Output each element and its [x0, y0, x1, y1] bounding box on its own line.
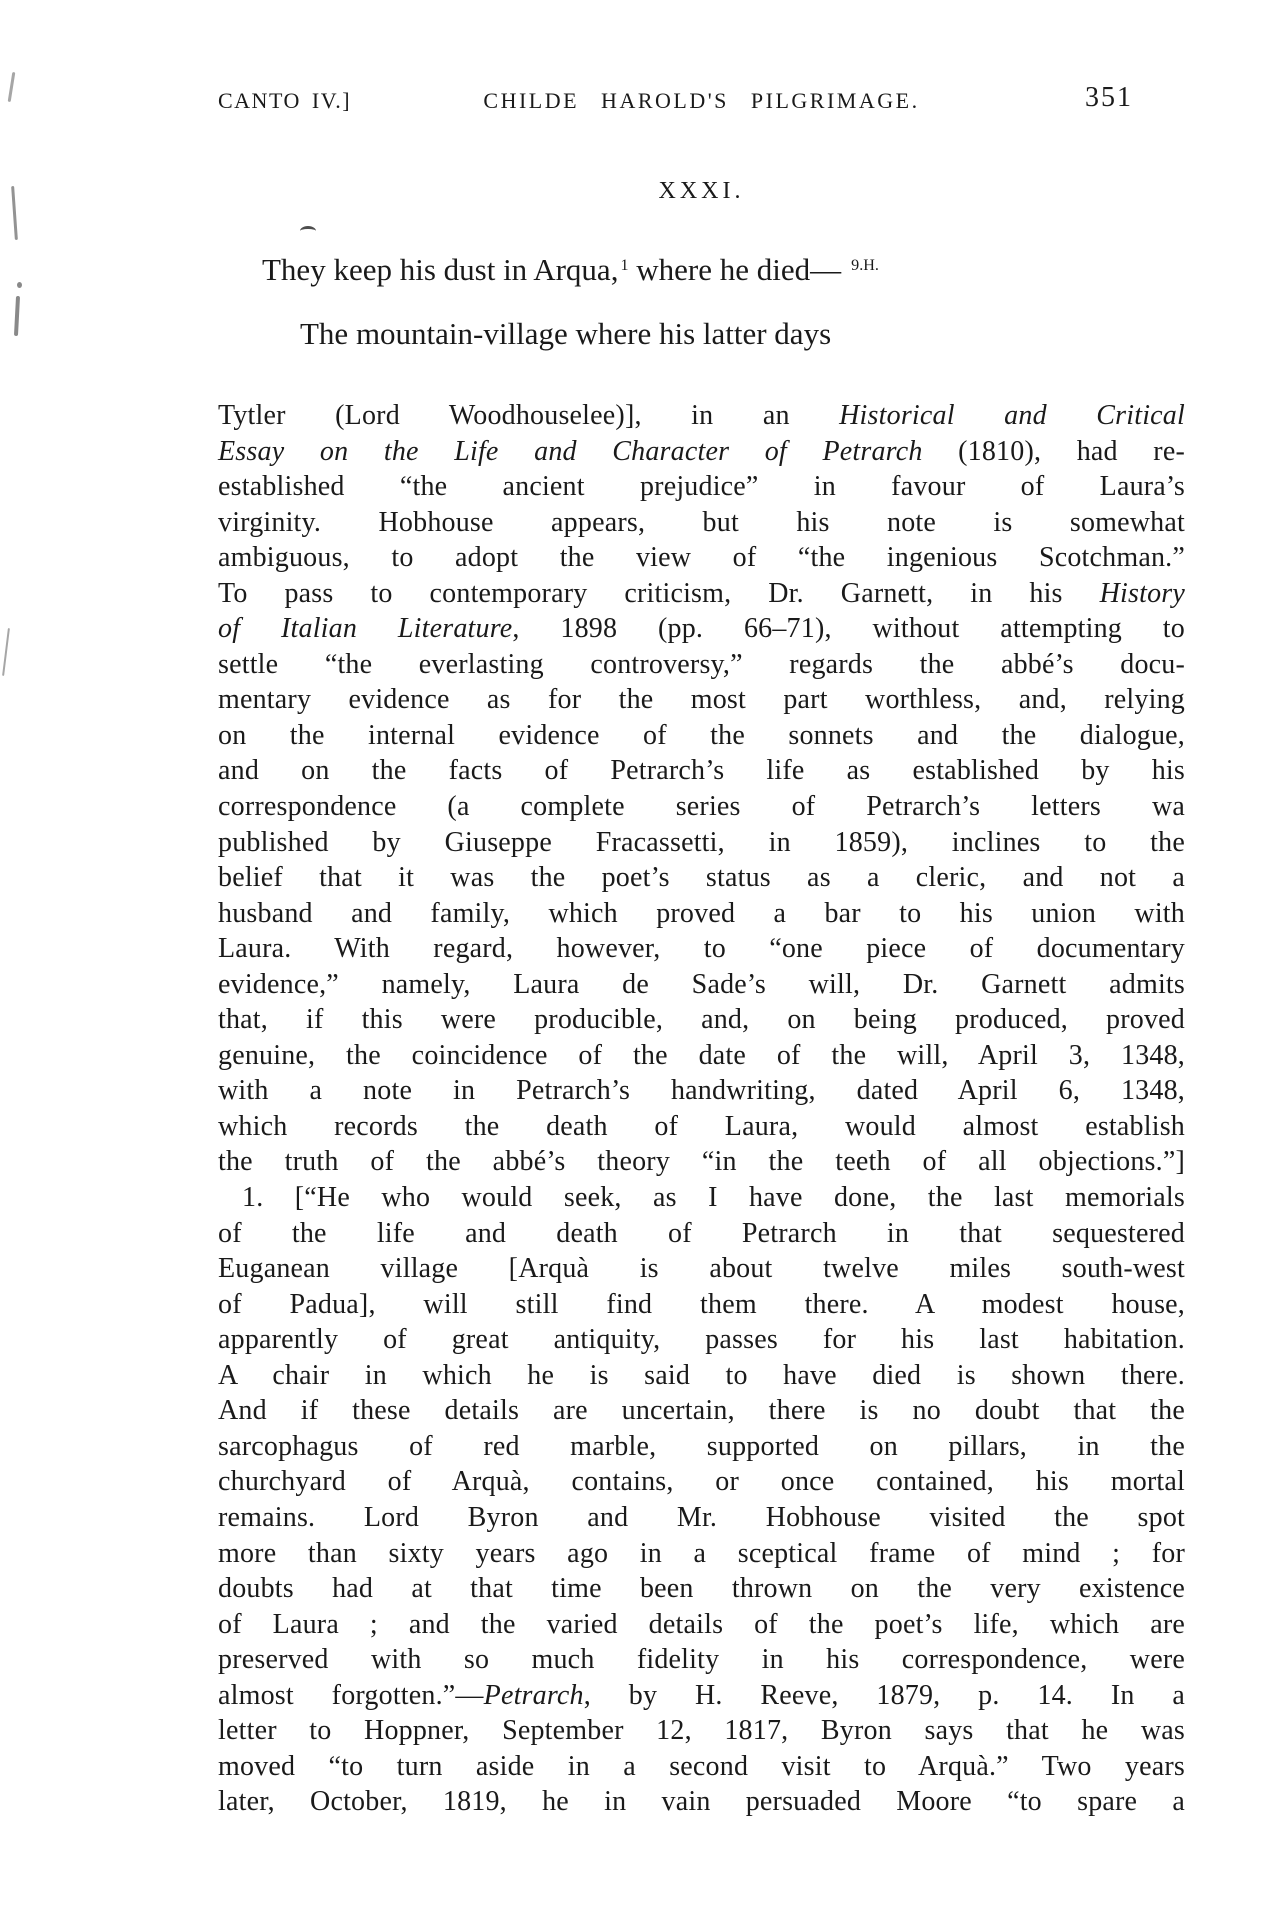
text-run: Euganean village [Arquà is about twelve miles south-west [218, 1253, 1185, 1285]
note-line [218, 1571, 1185, 1607]
scan-artifact [14, 296, 20, 336]
text-run: correspondence (a complete series of Petrarch’s letters wa [218, 791, 1185, 823]
text-run: belief that it was the poet’s status as a cleric, and not a [218, 862, 1185, 894]
note-line [218, 1287, 1185, 1323]
text-run: of the life and death of Petrarch in that sequestered [218, 1217, 1185, 1249]
text-run: doubts had at that time been thrown on the very existence [218, 1573, 1185, 1605]
text-run: ambiguous, to adopt the view of “the ingenious Scotchman.” [218, 542, 1185, 574]
note-line [218, 1429, 1185, 1465]
running-title-canto: CANTO IV.] [218, 88, 352, 113]
text-run: churchyard of Arquà, contains, or once contained, his mortal [218, 1466, 1185, 1498]
text-run: on the internal evidence of the sonnets and the dialogue, [218, 719, 1185, 751]
text-run: To pass to contemporary criticism, Dr. Garnett, in his [218, 577, 1100, 609]
text-run: and on the facts of Petrarch’s life as established by his [218, 755, 1185, 787]
note-line [218, 967, 1185, 1003]
note-line [218, 1216, 1185, 1252]
note-line [218, 647, 1185, 683]
superscript-ref: 9.H. [851, 257, 879, 275]
editorial-note-block [218, 398, 1185, 1820]
note-line [218, 1607, 1185, 1643]
note-line [218, 576, 1185, 612]
italic-text: of Italian Literature [218, 613, 513, 645]
text-run: which records the death of Laura, would almost establish [218, 1110, 1185, 1142]
scan-artifact [300, 226, 316, 236]
note-line [218, 1180, 1185, 1216]
text-run: published by Giuseppe Fracassetti, in 1859), inclines to the [218, 826, 1185, 858]
note-line [218, 469, 1185, 505]
note-line [218, 1713, 1185, 1749]
note-line [218, 1784, 1185, 1820]
note-line [218, 1536, 1185, 1572]
note-line [218, 1073, 1185, 1109]
note-line [218, 789, 1185, 825]
text-run: evidence,” namely, Laura de Sade’s will, Dr. Garnett admits [218, 968, 1185, 1000]
note-line [218, 540, 1185, 576]
note-line [218, 1144, 1185, 1180]
stanza-number: XXXI. [658, 178, 745, 204]
text-run: A chair in which he is said to have died is shown there. [218, 1359, 1185, 1391]
text-run: almost forgotten.”— [218, 1679, 484, 1711]
note-line [218, 753, 1185, 789]
note-line [218, 825, 1185, 861]
note-line [218, 1358, 1185, 1394]
italic-text: History [1099, 577, 1185, 609]
text-run: Tytler (Lord Woodhouselee)], in an [218, 400, 840, 431]
text-run: later, October, 1819, he in vain persuaded Moore “to spare a [218, 1786, 1185, 1818]
text-run: preserved with so much fidelity in his correspondence, were [218, 1644, 1185, 1676]
text-run: And if these details are uncertain, there is no doubt that the [218, 1395, 1185, 1427]
note-line [218, 860, 1185, 896]
text-run: Laura. With regard, however, to “one piece of documentary [218, 933, 1185, 965]
text-run: apparently of great antiquity, passes for his last habitation. [218, 1324, 1185, 1356]
scan-artifact [17, 282, 22, 288]
text-run: 1. [“He who would seek, as I have done, the last memorials [242, 1182, 1185, 1214]
text-run: the truth of the abbé’s theory “in the teeth of all objections.”] [218, 1146, 1185, 1178]
text-run: They keep his dust in Arqua, [262, 252, 619, 287]
note-line [218, 1109, 1185, 1145]
text-run: husband and family, which proved a bar to his union with [218, 897, 1185, 929]
note-line [218, 1251, 1185, 1287]
note-line [218, 398, 1185, 434]
note-line [218, 1038, 1185, 1074]
note-line [218, 611, 1185, 647]
note-line [218, 718, 1185, 754]
running-title-book: CHILDE HAROLD'S PILGRIMAGE. [483, 88, 920, 113]
text-run: virginity. Hobhouse appears, but his note is somewhat [218, 506, 1185, 538]
scan-artifact [11, 186, 18, 240]
italic-text: Historical and Critical [839, 400, 1185, 431]
italic-text: Petrarch [483, 1679, 584, 1711]
text-run: where he died— [628, 252, 842, 287]
scan-artifact [2, 628, 10, 676]
page-number: 351 [1085, 82, 1133, 113]
text-run: letter to Hoppner, September 12, 1817, Byron says that he was [218, 1715, 1185, 1747]
text-run: , by H. Reeve, 1879, p. 14. In a [583, 1679, 1185, 1711]
text-run: (1810), had re- [922, 435, 1185, 467]
text-run: more than sixty years ago in a sceptical frame of mind ; for [218, 1537, 1185, 1569]
text-run: sarcophagus of red marble, supported on pillars, in the [218, 1430, 1185, 1462]
note-line [218, 931, 1185, 967]
text-run: that, if this were producible, and, on being produced, proved [218, 1004, 1185, 1036]
superscript-ref: 1 [620, 257, 629, 275]
scan-artifact [8, 72, 16, 102]
text-run: established “the ancient prejudice” in favour of Laura’s [218, 471, 1185, 503]
text-run: The mountain-village where his latter days [300, 316, 832, 351]
note-line [218, 1642, 1185, 1678]
text-run: settle “the everlasting controversy,” regards the abbé’s docu- [218, 648, 1185, 680]
note-line [218, 1322, 1185, 1358]
note-line [218, 505, 1185, 541]
note-line [218, 434, 1185, 470]
text-run: of Laura ; and the varied details of the poet’s life, which are [218, 1608, 1185, 1640]
text-run: mentary evidence as for the most part worthless, and, relying [218, 684, 1185, 716]
text-run: genuine, the coincidence of the date of the will, April 3, 1348, [218, 1039, 1185, 1071]
note-line [218, 1500, 1185, 1536]
verse-line [300, 316, 831, 352]
note-line [218, 1678, 1185, 1714]
text-run: moved “to turn aside in a second visit to Arquà.” Two years [218, 1750, 1185, 1782]
italic-text: Essay on the Life and Character of Petrarch [218, 435, 923, 467]
note-line [218, 682, 1185, 718]
note-line [218, 1002, 1185, 1038]
note-line [218, 896, 1185, 932]
note-line [218, 1749, 1185, 1785]
verse-line [262, 252, 879, 288]
text-run: with a note in Petrarch’s handwriting, dated April 6, 1348, [218, 1075, 1185, 1107]
note-line [218, 1464, 1185, 1500]
note-line [218, 1393, 1185, 1429]
text-run: remains. Lord Byron and Mr. Hobhouse visited the spot [218, 1501, 1185, 1533]
text-run: , 1898 (pp. 66–71), without attempting to [512, 613, 1185, 645]
text-run: of Padua], will still find them there. A modest house, [218, 1288, 1185, 1320]
